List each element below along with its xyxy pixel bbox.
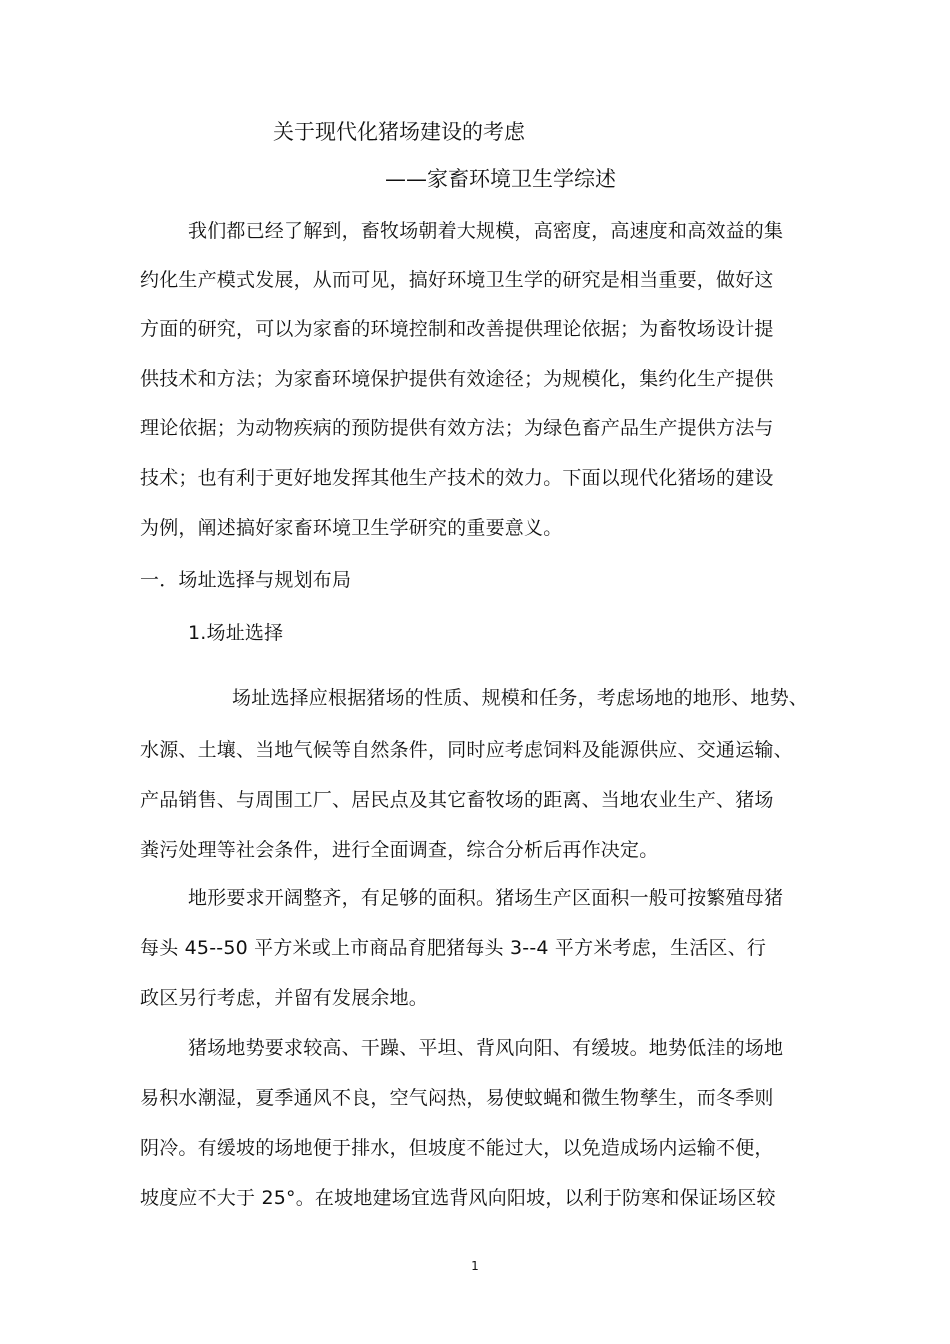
intro-line: 技术；也有利于更好地发挥其他生产技术的效力。下面以现代化猪场的建设 — [140, 467, 774, 489]
document-subtitle: ——家畜环境卫生学综述 — [385, 167, 616, 191]
intro-line: 理论依据；为动物疾病的预防提供有效方法；为绿色畜产品生产提供方法与 — [140, 417, 774, 439]
slope-line: 易积水潮湿，夏季通风不良，空气闷热，易使蚊蝇和微生物孳生，而冬季则 — [140, 1087, 774, 1109]
slope-line: 坡度应不大于 25°。在坡地建场宜选背风向阳坡，以利于防寒和保证场区较 — [140, 1187, 776, 1209]
slope-line: 阴冷。有缓坡的场地便于排水，但坡度不能过大，以免造成场内运输不便， — [140, 1137, 774, 1159]
intro-line: 我们都已经了解到，畜牧场朝着大规模，高密度，高速度和高效益的集 — [188, 220, 784, 242]
site-line: 粪污处理等社会条件，进行全面调查，综合分析后再作决定。 — [140, 839, 659, 861]
intro-line: 方面的研究，可以为家畜的环境控制和改善提供理论依据；为畜牧场设计提 — [140, 318, 774, 340]
terrain-line: 地形要求开阔整齐，有足够的面积。猪场生产区面积一般可按繁殖母猪 — [188, 887, 784, 909]
site-line: 水源、土壤、当地气候等自然条件，同时应考虑饲料及能源供应、交通运输、 — [140, 739, 793, 761]
site-line: 场址选择应根据猪场的性质、规模和任务，考虑场地的地形、地势、 — [232, 687, 809, 709]
terrain-line: 政区另行考虑，并留有发展余地。 — [140, 987, 429, 1009]
subsection-heading: 1.场址选择 — [188, 622, 284, 644]
document-title: 关于现代化猪场建设的考虑 — [273, 120, 525, 144]
section-heading: 一．场址选择与规划布局 — [140, 569, 352, 591]
site-line: 产品销售、与周围工厂、居民点及其它畜牧场的距离、当地农业生产、猪场 — [140, 789, 774, 811]
intro-line: 约化生产模式发展，从而可见，搞好环境卫生学的研究是相当重要，做好这 — [140, 269, 774, 291]
intro-line: 为例，阐述搞好家畜环境卫生学研究的重要意义。 — [140, 517, 563, 539]
terrain-line: 每头 45--50 平方米或上市商品育肥猪每头 3--4 平方米考虑，生活区、行 — [140, 937, 767, 959]
page-number: 1 — [471, 1259, 479, 1273]
intro-line: 供技术和方法；为家畜环境保护提供有效途径；为规模化，集约化生产提供 — [140, 368, 774, 390]
slope-line: 猪场地势要求较高、干躁、平坦、背风向阳、有缓坡。地势低洼的场地 — [188, 1037, 784, 1059]
